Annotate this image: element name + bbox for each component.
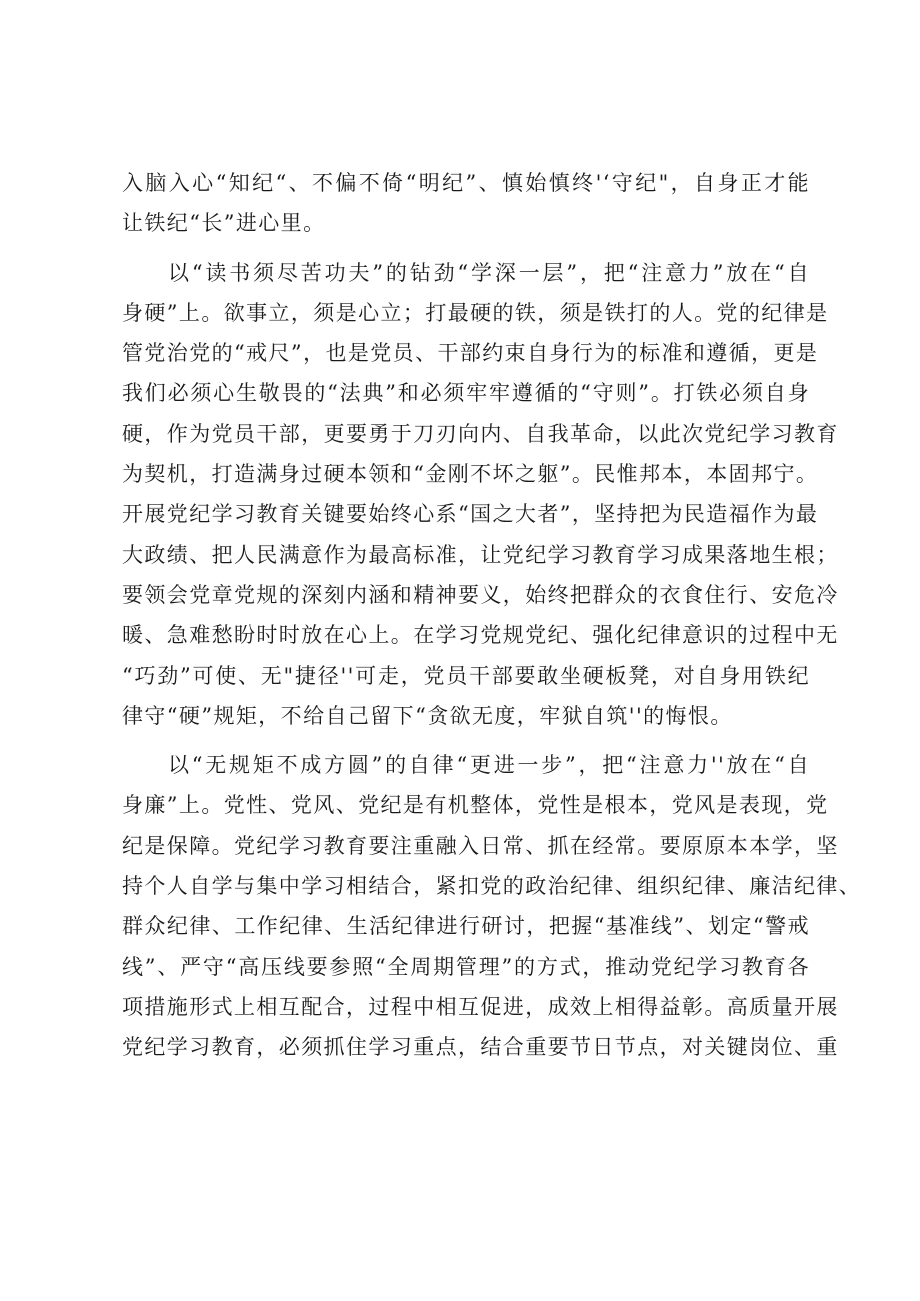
paragraph-3-line-6: 线”、严守“高压线要参照“全周期管理”的方式，推动党纪学习教育各 (122, 954, 810, 979)
paragraph-2-line-3: 管党治党的“戒尺”，也是党员、干部约束自身行为的标准和遵循，更是 (122, 341, 819, 366)
paragraph-2-line-4: 我们必须心生敬畏的“法典”和必须牢牢遵循的“守则”。打铁必须自身 (122, 381, 810, 406)
paragraph-2-line-5: 硬，作为党员干部，更要勇于刀刃向内、自我革命，以此次党纪学习教育 (122, 421, 839, 446)
paragraph-1-line-2: 让铁纪“长”进心里。 (122, 211, 326, 236)
paragraph-gap (122, 244, 810, 253)
paragraph-2-line-1: 以“读书须尽苦功夫”的钻劲“学深一层”，把“注意力”放在“自 (168, 260, 810, 285)
paragraph-2-line-11: “巧劲”可使、无"捷径''可走，党员干部要敢坐硬板凳，对自身用铁纪 (122, 663, 810, 688)
paragraph-2-line-8: 大政绩、把人民满意作为最高标准，让党纪学习教育学习成果落地生根； (122, 542, 839, 567)
paragraph-gap (122, 736, 810, 745)
paragraph-2-line-6: 为契机，打造满身过硬本领和“金刚不坏之躯”。民惟邦本，本固邦宁。 (122, 462, 819, 487)
paragraph-3-line-4: 持个人自学与集中学习相结合，紧扣党的政治纪律、组织纪律、廉洁纪律、 (122, 874, 862, 899)
paragraph-2-line-9: 要领会党章党规的深刻内涵和精神要义，始终把群众的衣食住行、安危冷 (122, 582, 839, 607)
paragraph-3-line-5: 群众纪律、工作纪律、生活纪律进行研讨，把握“基准线”、划定“警戒 (122, 914, 810, 939)
paragraph-2-line-10: 暖、急难愁盼时时放在心上。在学习党规党纪、强化纪律意识的过程中无 (122, 623, 839, 648)
paragraph-1-line-1: 入脑入心“知纪“、不偏不倚“明纪”、慎始慎终'‘守纪"，自身正才能 (122, 171, 810, 195)
paragraph-2-line-12: 律守“硬”规矩，不给自己留下“贪欲无度，牢狱自筑''的悔恨。 (122, 703, 733, 728)
paragraph-2-line-2: 身硬”上。欲事立，须是心立；打最硬的铁，须是铁打的人。党的纪律是 (122, 300, 829, 325)
document-body (122, 163, 862, 1068)
paragraph-3-line-3: 纪是保障。党纪学习教育要注重融入日常、抓在经常。要原原本本学，坚 (122, 833, 839, 858)
paragraph-3-line-8: 党纪学习教育，必须抓住学习重点，结合重要节日节点，对关键岗位、重 (122, 1035, 839, 1060)
paragraph-3-line-1: 以“无规矩不成方圆”的自律“更进一步”，把“注意力''放在“自 (168, 753, 810, 778)
paragraph-2-line-7: 开展党纪学习教育关键要始终心系“国之大者”，坚持把为民造福作为最 (122, 502, 819, 527)
paragraph-3-line-2: 身廉”上。党性、党风、党纪是有机整体，党性是根本，党风是表现，党 (122, 793, 829, 818)
paragraph-3-line-7: 项措施形式上相互配合，过程中相互促进，成效上相得益彰。高质量开展 (122, 994, 839, 1019)
